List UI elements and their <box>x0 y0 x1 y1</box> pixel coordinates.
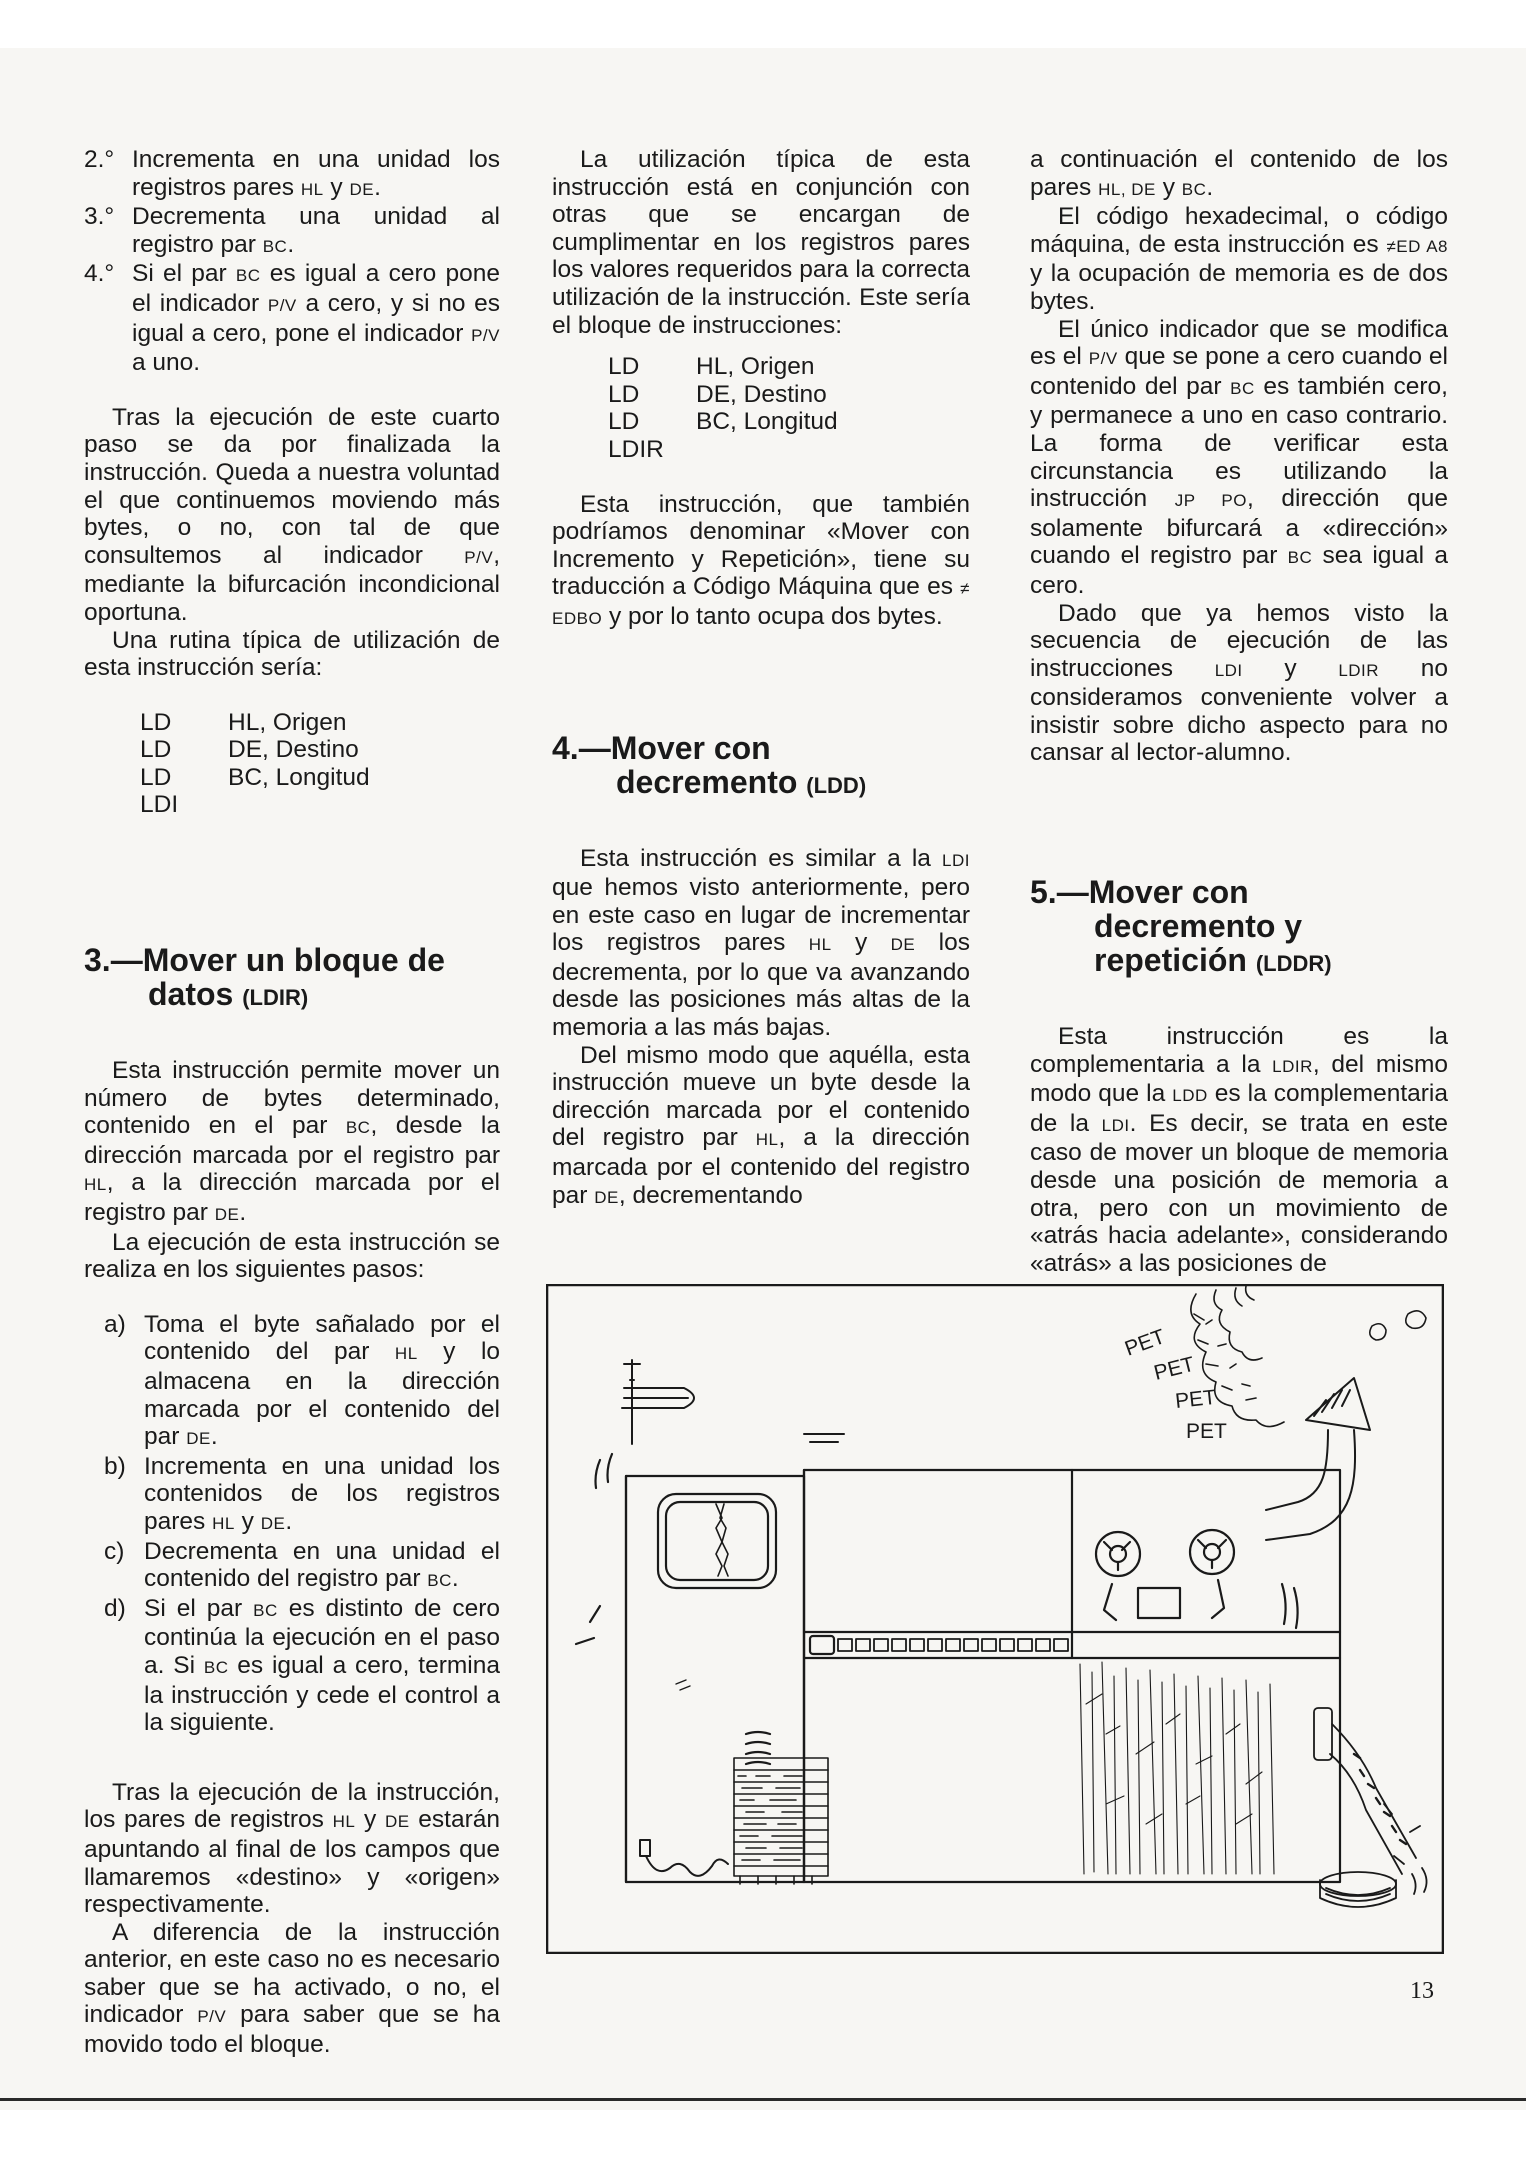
column-2 <box>552 146 970 1211</box>
shelf-unit <box>734 1758 828 1884</box>
paragraph: El único indicador que se modifica es el P/V que se pone a cero cuando el contenido del par BC es también cero, y permanece a uno en caso contrario. La forma de verificar esta circunstancia es utilizando la instrucción JP PO, dirección que solamente bifurcará a «dirección» cuando el registro par BC sea igual a cero. <box>1030 315 1449 599</box>
paragraph: A diferencia de la instrucción anterior, en este caso no es necesario saber que se ha activado, o no, el indicador P/V para saber que se ha movido todo el bloque. <box>84 1918 500 2059</box>
sound-effects <box>1122 1325 1227 1443</box>
computer-illustration <box>546 1284 1444 1954</box>
substep-item: b) Incrementa en una unidad los contenidos de los registros pares HL y DE. <box>104 1452 500 1535</box>
paper-feed <box>1314 1708 1427 1907</box>
code-block: LD HL, Origen LD DE, Destino LD BC, Longitud LDI <box>140 708 370 819</box>
antenna-icon <box>622 1360 844 1444</box>
substep-item: c) Decrementa en una unidad el contenido del registro par BC. <box>104 1537 500 1593</box>
bottom-rule <box>0 2098 1526 2101</box>
paragraph: Dado que ya hemos visto la secuencia de ejecución de las instrucciones LDI y LDIR no consideramos conveniente volver a insistir sobre dicho aspecto para no cansar al lector-alumno. <box>1030 599 1448 767</box>
substeps-list <box>84 1311 500 1737</box>
tape-reel-icon <box>1096 1530 1234 1620</box>
step-item: 2.° Incrementa en una unidad los registros pares HL y DE. <box>84 146 500 201</box>
exhaust-pipe <box>1266 1378 1370 1540</box>
paragraph: Esta instrucción es la complementaria a la LDIR, del mismo modo que la LDD es la complementaria de la LDI. Es decir, se trata en este caso de mover un bloque de memoria desde una posición de memoria a otra, pero con un movimiento de «atrás hacia adelante», considerando «atrás» a las posiciones de <box>1030 1023 1449 1277</box>
paragraph: Esta instrucción, que también podríamos denominar «Mover con Incremento y Repetición», tiene su traducción a Código Máquina que es ≠ EDBO y por lo tanto ocupa dos bytes. <box>552 490 970 630</box>
section-heading: 4.—Mover con decremento (LDD) <box>552 729 867 800</box>
substep-item: d) Si el par BC es distinto de cero continúa la ejecución en el paso a. Si BC es igual a cero, termina la instrucción y cede el control a la siguiente. <box>104 1594 500 1737</box>
pet-text: PET <box>1151 1352 1197 1385</box>
step-item: 3.° Decrementa una unidad al registro par BC. <box>84 203 500 258</box>
power-cable-icon <box>640 1840 728 1876</box>
section-heading: 3.—Mover un bloque de datos (LDIR) <box>84 942 445 1013</box>
paragraph: Del mismo modo que aquélla, esta instrucción mueve un byte desde la dirección marcada por el contenido del registro par HL, a la dirección marcada por el contenido del registro par DE, decrementando <box>552 1041 970 1209</box>
paragraph: La ejecución de esta instrucción se realiza en los siguientes pasos: <box>84 1228 500 1284</box>
paper-roll <box>1080 1662 1274 1874</box>
column-1 <box>84 146 500 2059</box>
page-number: 13 <box>1410 1978 1434 2004</box>
paragraph: La utilización típica de esta instrucción está en conjunción con otras que se encargan de cumplimentar en los registros pares los valores requeridos para la correcta utilización de la instrucción. Este sería el bloque de instrucciones: <box>552 146 970 339</box>
paragraph: a continuación el contenido de los pares HL, DE y BC. <box>1030 146 1448 201</box>
smoke-icon <box>1191 1286 1426 1427</box>
paragraph: Tras la ejecución de la instrucción, los pares de registros HL y DE estarán apuntando al final de los campos que llamaremos «destino» y «origen» respectivamente. <box>84 1778 500 1919</box>
illustration-frame <box>547 1285 1443 1953</box>
step-item: 4.° Si el par BC es igual a cero pone el indicador P/V a cero, y si no es igual a cero, pone el indicador P/V a uno. <box>84 260 501 377</box>
column-3 <box>1030 146 1448 1277</box>
paragraph: Esta instrucción es similar a la LDI que hemos visto anteriormente, pero en este caso en lugar de incrementar los registros pares HL y DE los decrementa, por lo que va avanzando desde las posiciones más altas de la memoria a las más bajas. <box>552 844 970 1042</box>
paragraph: Tras la ejecución de este cuarto paso se da por finalizada la instrucción. Queda a nuestra voluntad el que continuemos moviendo más bytes, o no, con tal de que consultemos al indicador P/V, mediante la bifurcación incondicional oportuna. <box>84 403 500 626</box>
pet-text: PET <box>1121 1325 1169 1361</box>
section-heading: 5.—Mover con decremento y repetición (LDDR) <box>1030 874 1332 979</box>
paragraph: El código hexadecimal, o código máquina, de esta instrucción es ≠ED A8 y la ocupación de memoria es de dos bytes. <box>1030 203 1448 315</box>
code-block: LD HL, Origen LD DE, Destino LD BC, Longitud LDIR <box>608 353 838 463</box>
substep-item: a) Toma el byte sañalado por el contenido del par HL y lo almacena en la dirección marcada por el contenido del par DE. <box>104 1310 501 1451</box>
steps-list <box>84 146 500 377</box>
paragraph: Una rutina típica de utilización de esta instrucción sería: <box>84 626 500 682</box>
pet-text: PET <box>1174 1385 1218 1413</box>
main-cabinet <box>804 1470 1427 1907</box>
pet-text: PET <box>1186 1420 1227 1443</box>
indicator-lights <box>838 1639 1068 1651</box>
paragraph: Esta instrucción permite mover un número de bytes determinado, contenido en el par BC, desde la dirección marcada por el registro par HL, a la dirección marcada por el registro par DE. <box>84 1057 500 1227</box>
